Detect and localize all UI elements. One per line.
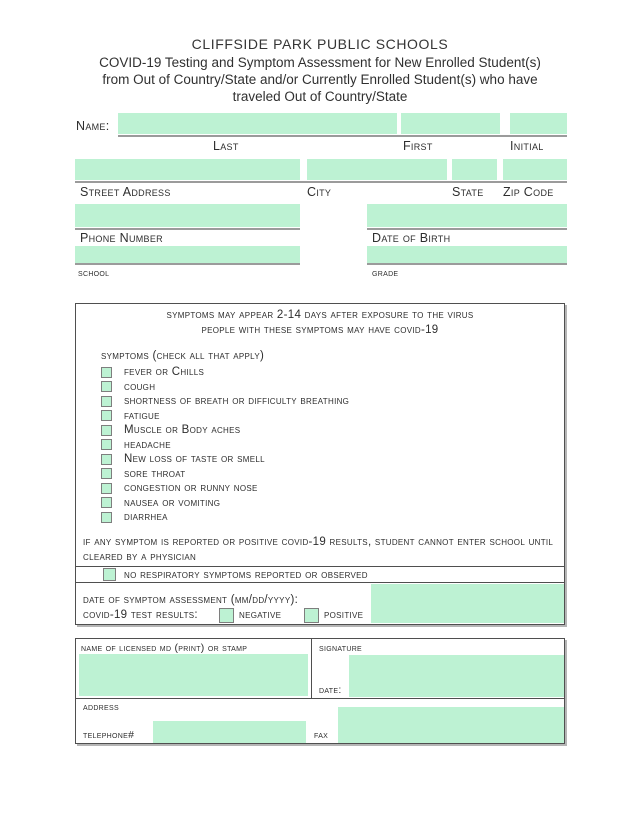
city-label: City [307, 185, 332, 199]
name-label: Name: [76, 119, 110, 133]
symptom-checkbox-muscle-aches[interactable] [101, 425, 112, 436]
date-of-birth-label: Date of Birth [372, 231, 451, 245]
school-underline [75, 263, 300, 265]
symptom-label: Muscle or Body aches [124, 424, 241, 437]
positive-checkbox[interactable] [304, 608, 319, 623]
symptom-checkbox-cough[interactable] [101, 381, 112, 392]
page-subtitle-line3: traveled Out of Country/State [232, 89, 408, 104]
symptoms-header-line2: people with these symptoms may have covid-19 [201, 324, 439, 336]
fax-field[interactable] [338, 707, 564, 743]
physician-box-vertical-divider [311, 639, 312, 698]
test-results-label: covid-19 test results: [83, 609, 198, 621]
no-respiratory-symptoms-row [76, 566, 564, 583]
page-subtitle-line1: COVID-19 Testing and Symptom Assessment for New Enrolled Student(s) [99, 55, 541, 70]
symptom-checkbox-diarrhea[interactable] [101, 512, 112, 523]
negative-label: negative [239, 609, 282, 621]
symptom-checkbox-loss-of-taste-smell[interactable] [101, 454, 112, 465]
symptom-row [101, 380, 349, 395]
symptom-label: cough [124, 380, 156, 393]
symptom-label: diarrhea [124, 511, 168, 524]
phone-underline [75, 228, 300, 230]
grade-field[interactable] [367, 246, 567, 263]
symptom-label: shortness of breath or difficulty breathing [124, 395, 350, 408]
first-sublabel: First [403, 139, 433, 153]
zip-code-field[interactable] [503, 159, 567, 180]
street-address-label: Street Address [80, 185, 171, 199]
symptom-label: fatigue [124, 409, 160, 422]
school-label: school [78, 267, 110, 279]
assessment-date-label: date of symptom assessment (mm/dd/yyyy): [83, 594, 299, 606]
symptoms-box [75, 303, 565, 625]
signature-field[interactable] [349, 655, 564, 697]
md-address-label: address [83, 701, 119, 713]
signature-date-label: date: [319, 684, 342, 696]
symptom-label: headache [124, 438, 171, 451]
symptom-checkbox-congestion[interactable] [101, 483, 112, 494]
symptom-label: New loss of taste or smell [124, 453, 265, 466]
physician-box [75, 638, 565, 744]
grade-label: grade [372, 267, 399, 279]
address-underline [75, 181, 567, 183]
symptom-checkbox-headache[interactable] [101, 439, 112, 450]
dob-underline [367, 228, 567, 230]
signature-label: signature [319, 642, 363, 654]
symptoms-list [101, 365, 349, 525]
md-name-label: name of licensed md (print) or stamp [81, 642, 248, 654]
symptom-label: congestion or runny nose [124, 482, 258, 495]
md-name-field[interactable] [79, 654, 308, 696]
no-respiratory-symptoms-label: no respiratory symptoms reported or observed [124, 568, 368, 581]
symptom-row [101, 496, 349, 511]
symptom-row [101, 409, 349, 424]
state-field[interactable] [452, 159, 497, 180]
city-field[interactable] [307, 159, 447, 180]
negative-checkbox[interactable] [219, 608, 234, 623]
symptom-label: nausea or vomiting [124, 496, 221, 509]
physician-box-horizontal-divider [76, 698, 564, 699]
symptom-row [101, 510, 349, 525]
assessment-date-field[interactable] [371, 584, 564, 623]
page-title: CLIFFSIDE PARK PUBLIC SCHOOLS [191, 36, 449, 52]
symptom-checkbox-fatigue[interactable] [101, 410, 112, 421]
symptoms-list-title: symptoms (check all that apply) [101, 350, 265, 362]
grade-underline [367, 263, 567, 265]
symptom-label: sore throat [124, 467, 186, 480]
symptom-row [101, 423, 349, 438]
last-sublabel: Last [213, 139, 239, 153]
positive-label: positive [324, 609, 364, 621]
symptom-row [101, 394, 349, 409]
first-name-field[interactable] [401, 113, 500, 134]
symptom-label: fever or Chills [124, 366, 205, 379]
initial-field[interactable] [510, 113, 567, 134]
last-name-field[interactable] [118, 113, 397, 134]
symptom-checkbox-shortness-of-breath[interactable] [101, 396, 112, 407]
initial-sublabel: Initial [510, 139, 544, 153]
date-of-birth-field[interactable] [367, 204, 567, 227]
symptoms-header-line1: symptoms may appear 2-14 days after exposure to the virus [166, 309, 474, 321]
street-address-field[interactable] [75, 159, 300, 180]
telephone-field[interactable] [153, 721, 306, 743]
symptom-row [101, 481, 349, 496]
state-label: State [452, 185, 484, 199]
zip-code-label: Zip Code [503, 185, 554, 199]
symptom-row [101, 452, 349, 467]
symptom-warning-text: if any symptom is reported or positive covid-19 results, student cannot enter school until cleared by a physician [83, 536, 554, 563]
fax-label: fax [314, 729, 329, 741]
symptom-row [101, 365, 349, 380]
no-respiratory-symptoms-checkbox[interactable] [103, 568, 116, 581]
symptom-checkbox-sore-throat[interactable] [101, 468, 112, 479]
phone-number-label: Phone Number [80, 231, 163, 245]
page-subtitle-line2: from Out of Country/State and/or Currently Enrolled Student(s) who have [102, 72, 538, 87]
symptom-checkbox-fever[interactable] [101, 367, 112, 378]
symptom-row [101, 438, 349, 453]
school-field[interactable] [75, 246, 300, 263]
telephone-label: telephone# [83, 729, 135, 741]
name-underline [118, 135, 567, 137]
symptom-row [101, 467, 349, 482]
phone-number-field[interactable] [75, 204, 300, 227]
symptom-checkbox-nausea[interactable] [101, 497, 112, 508]
